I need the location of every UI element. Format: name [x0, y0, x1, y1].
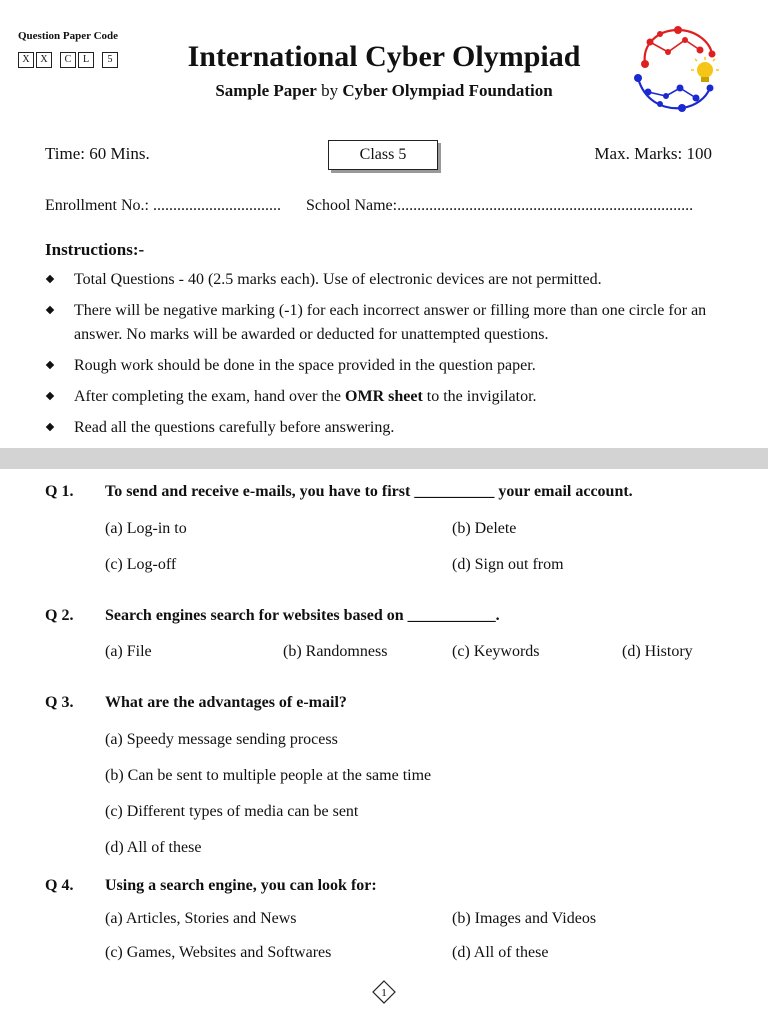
option-a: (a) File [105, 643, 152, 660]
instruction-item [45, 268, 735, 292]
instructions-list [45, 268, 735, 447]
subtitle-by: by [316, 81, 343, 100]
max-marks-label: Max. Marks: 100 [594, 144, 712, 163]
instructions-title: Instructions:- [45, 240, 145, 259]
question-number: Q 4. [45, 877, 74, 894]
option-a: (a) Speedy message sending process [105, 731, 338, 748]
option-c: (c) Games, Websites and Softwares [105, 944, 332, 961]
page-number: 1 [381, 987, 387, 999]
instruction-item [45, 416, 735, 440]
option-d: (d) All of these [105, 839, 202, 856]
omr-sheet-text: OMR sheet [345, 388, 423, 405]
question-text: Search engines search for websites based on ___________. [105, 607, 500, 624]
bullet-icon [46, 361, 54, 369]
instruction-text: Rough work should be done in the space provided in the question paper. [74, 357, 536, 374]
subtitle-org: Cyber Olympiad Foundation [342, 81, 553, 100]
instruction-item [45, 299, 735, 347]
question-paper-code-label: Question Paper Code [18, 30, 119, 42]
instruction-item [45, 354, 735, 378]
option-d: (d) History [622, 643, 693, 660]
cyber-olympiad-logo-icon [630, 22, 720, 114]
bullet-icon [46, 275, 54, 283]
instruction-text-suffix: to the invigilator. [422, 388, 537, 405]
time-label: Time: 60 Mins. [45, 144, 150, 163]
option-a: (a) Articles, Stories and News [105, 910, 297, 927]
option-c: (c) Log-off [105, 556, 177, 573]
option-b: (b) Delete [452, 520, 517, 537]
page-title: International Cyber Olympiad [187, 40, 581, 73]
option-c: (c) Keywords [452, 643, 540, 660]
school-name-field: School Name:.......................................................................... [306, 197, 694, 214]
question-number: Q 2. [45, 607, 74, 624]
instruction-text: There will be negative marking (-1) for each incorrect answer or filling more than one circle for an answer. No marks will be awarded or deducted for unattempted questions. [74, 302, 707, 343]
bullet-icon [46, 423, 54, 431]
code-char: X [36, 52, 52, 68]
question-number: Q 1. [45, 483, 74, 500]
option-d: (d) All of these [452, 944, 549, 961]
option-b: (b) Randomness [283, 643, 388, 660]
bullet-icon [46, 392, 54, 400]
question-text: Using a search engine, you can look for: [105, 877, 377, 894]
page-number-badge [372, 980, 396, 1004]
instruction-text: Total Questions - 40 (2.5 marks each). Use of electronic devices are not permitted. [74, 271, 602, 288]
class-box: Class 5 [328, 140, 438, 170]
code-char: 5 [102, 52, 118, 68]
instruction-text: Read all the questions carefully before answering. [74, 419, 395, 436]
instruction-text-prefix: After completing the exam, hand over the [74, 388, 346, 405]
option-d: (d) Sign out from [452, 556, 564, 573]
option-c: (c) Different types of media can be sent [105, 803, 359, 820]
code-char: L [78, 52, 94, 68]
instruction-item [45, 385, 735, 409]
enrollment-field: Enrollment No.: ................................ [45, 197, 281, 214]
option-a: (a) Log-in to [105, 520, 187, 537]
subtitle-prefix: Sample Paper [215, 81, 317, 100]
question-text: To send and receive e-mails, you have to first __________ your email account. [105, 483, 633, 500]
question-text: What are the advantages of e-mail? [105, 694, 347, 711]
code-char: X [18, 52, 34, 68]
code-char: C [60, 52, 76, 68]
option-b: (b) Images and Videos [452, 910, 597, 927]
bullet-icon [46, 306, 54, 314]
question-number: Q 3. [45, 694, 74, 711]
option-b: (b) Can be sent to multiple people at the same time [105, 767, 432, 784]
section-divider [0, 448, 768, 469]
